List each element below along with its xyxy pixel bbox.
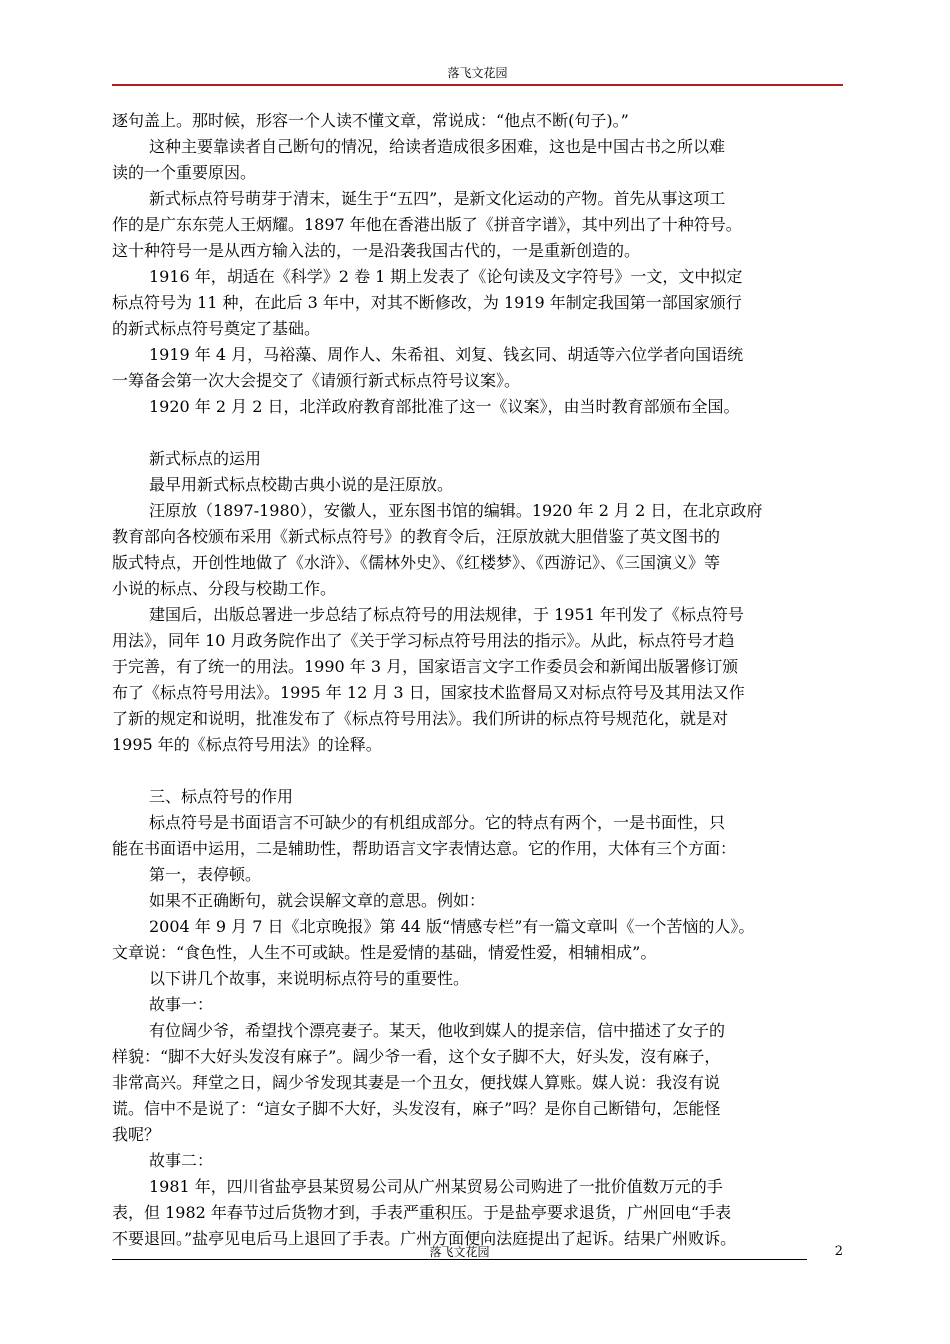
- text-line: 不要退回。”盐亭见电后马上退回了手表。广州方面便向法庭提出了起诉。结果广州败诉。: [112, 1229, 737, 1248]
- text-line: 建国后，出版总署进一步总结了标点符号的用法规律，于 1951 年刊发了《标点符号: [149, 605, 744, 624]
- text-line: 汪原放（1897-1980），安徽人，亚东图书馆的编辑。1920 年 2 月 2 日，在北京政府: [149, 501, 763, 520]
- header-text: 落飞文花园: [447, 66, 508, 80]
- footer-rule: [112, 1259, 807, 1260]
- text-line: 教育部向各校颁布采用《新式标点符号》的教育令后，汪原放就大胆借鉴了英文图书的: [112, 527, 721, 546]
- page-number: 2: [834, 1244, 843, 1259]
- text-line: 能在书面语中运用，二是辅助性，帮助语言文字表情达意。它的作用，大体有三个方面：: [112, 839, 737, 858]
- text-line: 1919 年 4 月，马裕藻、周作人、朱希祖、刘复、钱玄同、胡适等六位学者向国语统: [149, 345, 744, 364]
- text-line: 故事二：: [149, 1151, 214, 1170]
- text-line: 作的是广东东莞人王炳耀。1897 年他在香港出版了《拼音字谱》，其中列出了十种符号。: [112, 215, 742, 234]
- text-line: 这十种符号一是从西方输入法的，一是沿袭我国古代的，一是重新创造的。: [112, 241, 641, 260]
- text-line: 版式特点，开创性地做了《水浒》、《儒林外史》、《红楼梦》、《西游记》、《三国演义》等: [112, 553, 721, 572]
- text-line: 谎。信中不是说了：“這女子脚不大好，头发沒有，麻子”吗？是你自己断错句，怎能怪: [112, 1099, 721, 1118]
- text-line: 最早用新式标点校勘古典小说的是汪原放。: [149, 475, 454, 494]
- page-footer: [112, 1246, 843, 1266]
- text-line: 用法》，同年 10 月政务院作出了《关于学习标点符号用法的指示》。从此，标点符号才趋: [112, 631, 735, 650]
- text-line: 标点符号为 11 种，在此后 3 年中，对其不断修改，为 1919 年制定我国第一部国家颁行: [112, 293, 742, 312]
- text-line: 文章说：“食色性，人生不可或缺。性是爱情的基础，情爱性爱，相辅相成”。: [112, 943, 657, 962]
- text-line: 的新式标点符号奠定了基础。: [112, 319, 321, 338]
- text-line: 小说的标点、分段与校勘工作。: [112, 579, 337, 598]
- text-line: 新式标点符号萌芽于清末，诞生于“五四”，是新文化运动的产物。首先从事这项工: [149, 189, 726, 208]
- page-header: [112, 64, 843, 86]
- footer-text: 落飞文花园: [429, 1245, 490, 1259]
- text-line: 第一，表停顿。: [149, 865, 262, 884]
- text-line: 以下讲几个故事，来说明标点符号的重要性。: [149, 969, 470, 988]
- header-rule: [112, 84, 843, 86]
- text-line: 了新的规定和说明，批准发布了《标点符号用法》。我们所讲的标点符号规范化，就是对: [112, 709, 729, 728]
- text-line: 1920 年 2 月 2 日，北洋政府教育部批准了这一《议案》，由当时教育部颁布全国。: [149, 397, 740, 416]
- text-line: 一筹备会第一次大会提交了《请颁行新式标点符号议案》。: [112, 371, 521, 390]
- text-line: 新式标点的运用: [149, 449, 262, 468]
- text-line: 布了《标点符号用法》。1995 年 12 月 3 日，国家技术监督局又对标点符号及其用法又作: [112, 683, 745, 702]
- text-line: 标点符号是书面语言不可缺少的有机组成部分。它的特点有两个，一是书面性，只: [149, 813, 726, 832]
- text-line: 故事一：: [149, 995, 214, 1014]
- text-line: 如果不正确断句，就会误解文章的意思。例如：: [149, 891, 486, 910]
- text-line: 1995 年的《标点符号用法》的诠释。: [112, 735, 382, 754]
- text-line: 三、标点符号的作用: [149, 787, 294, 806]
- blank-line: [112, 420, 843, 446]
- text-line: 表，但 1982 年春节过后货物才到，手表严重积压。于是盐亭要求退货，广州回电“手表: [112, 1203, 732, 1222]
- blank-line: [112, 758, 843, 784]
- text-line: 这种主要靠读者自己断句的情况，给读者造成很多困难，这也是中国古书之所以难: [149, 137, 726, 156]
- text-line: 我呢？: [112, 1125, 161, 1144]
- text-line: 1916 年，胡适在《科学》2 卷 1 期上发表了《论句读及文字符号》一文，文中拟定: [149, 267, 743, 286]
- text-line: 读的一个重要原因。: [112, 163, 257, 182]
- text-line: 于完善，有了统一的用法。1990 年 3 月，国家语言文字工作委员会和新闻出版署修订颁: [112, 657, 739, 676]
- text-line: 2004 年 9 月 7 日《北京晚报》第 44 版“情感专栏”有一篇文章叫《一个苦恼的人》。: [149, 917, 755, 936]
- text-line: 有位阔少爷，希望找个漂亮妻子。某天，他收到媒人的提亲信，信中描述了女子的: [149, 1021, 726, 1040]
- document-body: [112, 108, 843, 1252]
- text-line: 样貌：“脚不大好头发沒有麻子”。阔少爷一看，这个女子脚不大，好头发，沒有麻子，: [112, 1047, 721, 1066]
- text-line: 1981 年，四川省盐亭县某贸易公司从广州某贸易公司购进了一批价值数万元的手: [149, 1177, 723, 1196]
- text-line: 非常高兴。拜堂之日，阔少爷发现其妻是一个丑女，便找媒人算账。媒人说：我沒有说: [112, 1073, 721, 1092]
- text-line: 逐句盖上。那时候，形容一个人读不懂文章，常说成：“他点不断(句子)。”: [112, 111, 629, 130]
